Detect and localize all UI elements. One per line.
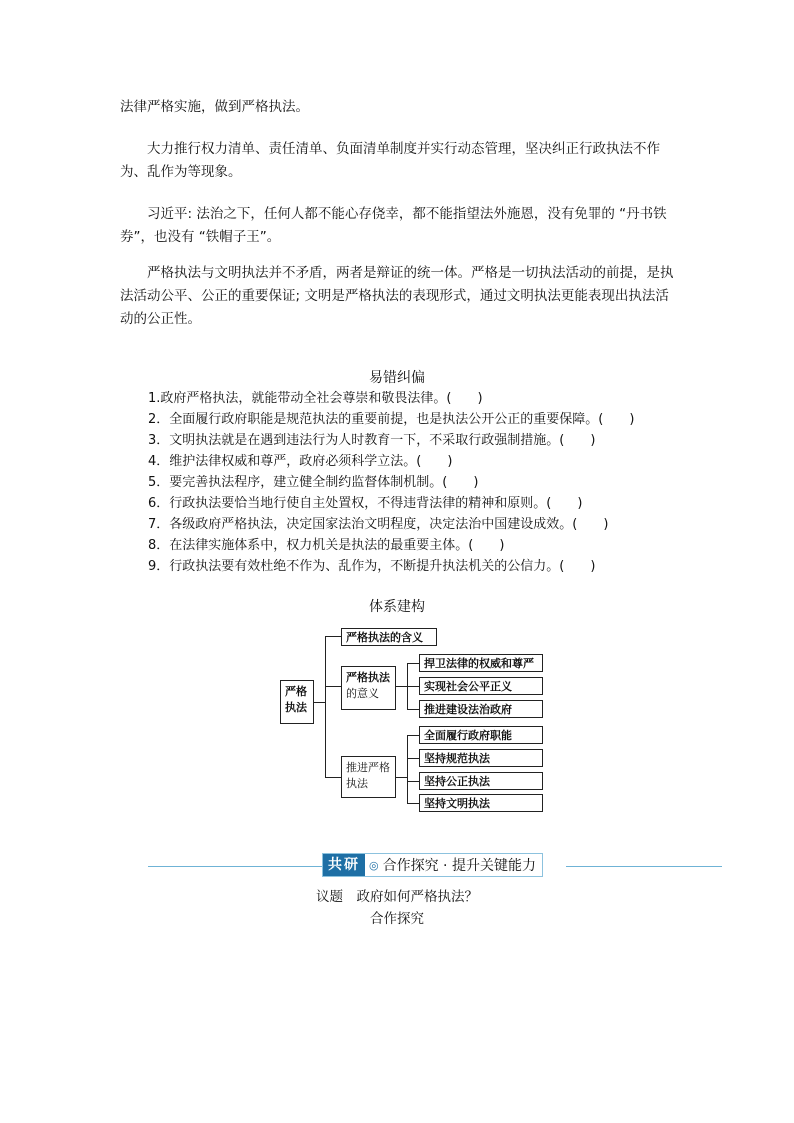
promote-line-2: 执法 bbox=[346, 777, 368, 790]
quiz-item: 8．在法律实施体系中，权力机关是执法的最重要主体。( ) bbox=[148, 538, 505, 553]
banner-tag: 共研 bbox=[323, 854, 365, 876]
banner-rule-left bbox=[148, 866, 323, 867]
quiz-item: 4．维护法律权威和尊严，政府必须科学立法。( ) bbox=[148, 454, 453, 469]
paragraph-1: 法律严格实施，做到严格执法。 bbox=[120, 99, 309, 115]
root-line-1: 严格 bbox=[285, 685, 307, 698]
connector bbox=[407, 735, 408, 804]
significance-line-1: 严格执法 bbox=[346, 671, 390, 684]
quiz-item: 1.政府严格执法，就能带动全社会尊崇和敬畏法律。( ) bbox=[148, 391, 483, 406]
quiz-title: 易错纠偏 bbox=[369, 370, 425, 386]
promote-item: 全面履行政府职能 bbox=[419, 726, 543, 744]
connector bbox=[325, 636, 341, 637]
significance-item: 实现社会公平正义 bbox=[419, 677, 543, 695]
significance-line-2: 的意义 bbox=[346, 687, 379, 700]
promote-item: 坚持文明执法 bbox=[419, 794, 543, 812]
connector bbox=[407, 735, 419, 736]
meaning-box: 严格执法的含义 bbox=[341, 628, 437, 646]
quiz-item: 3．文明执法就是在遇到违法行为人时教育一下，不采取行政强制措施。( ) bbox=[148, 433, 596, 448]
root-box bbox=[280, 680, 314, 724]
paragraph-2: 大力推行权力清单、责任清单、负面清单制度并实行动态管理，坚决纠正行政执法不作为、乱作为等现象。 bbox=[120, 141, 660, 180]
connector bbox=[325, 686, 341, 687]
section-banner bbox=[322, 853, 543, 877]
promote-line-1: 推进严格 bbox=[346, 761, 390, 774]
connector bbox=[407, 663, 419, 664]
promote-box bbox=[341, 756, 396, 798]
subheading: 合作探究 bbox=[370, 911, 424, 927]
connector bbox=[407, 803, 419, 804]
quiz-item: 6．行政执法要恰当地行使自主处置权，不得违背法律的精神和原则。( ) bbox=[148, 496, 583, 511]
connector bbox=[407, 781, 419, 782]
connector bbox=[325, 777, 341, 778]
paragraph-4: 严格执法与文明执法并不矛盾，两者是辩证的统一体。严格是一切执法活动的前提，是执法活动公平、公正的重要保证; 文明是严格执法的表现形式，通过文明执法更能表现出执法活动的公正性。 bbox=[120, 265, 674, 327]
significance-item: 捍卫法律的权威和尊严 bbox=[419, 654, 543, 672]
quiz-item: 7．各级政府严格执法，决定国家法治文明程度，决定法治中国建设成效。( ) bbox=[148, 517, 609, 532]
connector bbox=[407, 709, 419, 710]
significance-box bbox=[341, 666, 396, 710]
quiz-list bbox=[148, 388, 708, 577]
banner-rule-right bbox=[566, 866, 722, 867]
promote-item: 坚持公正执法 bbox=[419, 772, 543, 790]
promote-item: 坚持规范执法 bbox=[419, 749, 543, 767]
connector bbox=[407, 758, 419, 759]
quiz-item: 5．要完善执法程序，建立健全制约监督体制机制。( ) bbox=[148, 475, 479, 490]
quiz-item: 2．全面履行政府职能是规范执法的重要前提，也是执法公开公正的重要保障。( ) bbox=[148, 412, 635, 427]
quiz-item: 9．行政执法要有效杜绝不作为、乱作为，不断提升执法机关的公信力。( ) bbox=[148, 559, 596, 574]
paragraph-3: 习近平: 法治之下，任何人都不能心存侥幸，都不能指望法外施恩，没有免罪的 “丹书铁券”，也没有 “铁帽子王”。 bbox=[120, 206, 667, 245]
connector bbox=[407, 686, 419, 687]
connector bbox=[325, 636, 326, 778]
topic-heading: 议题 政府如何严格执法？ bbox=[316, 889, 478, 905]
banner-text: 合作探究 · 提升关键能力 bbox=[382, 858, 536, 874]
system-title: 体系建构 bbox=[369, 599, 425, 615]
significance-item: 推进建设法治政府 bbox=[419, 700, 543, 718]
root-line-2: 执法 bbox=[285, 701, 307, 714]
bullet-icon: ◎ bbox=[369, 858, 379, 872]
